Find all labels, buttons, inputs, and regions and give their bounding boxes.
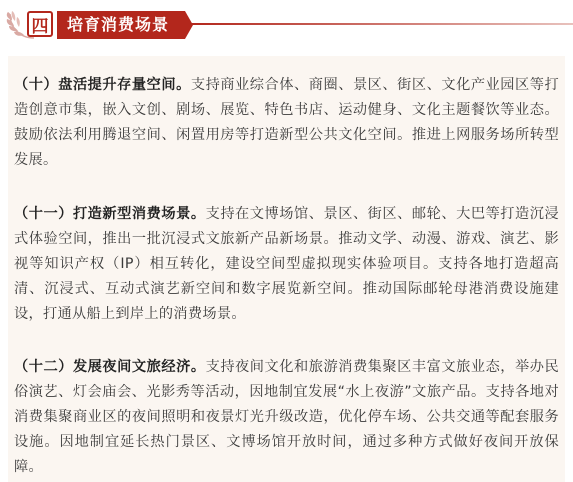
paragraph-body: 支持夜间文化和旅游消费集聚区丰富文旅业态，举办民俗演艺、灯会庙会、光影秀等活动，因地制宜发展“水上夜游”文旅产品。支持各地对消费集聚商业区的夜间照明和夜景灯光升级改造，优化停车场、公共交通等配套服务设施。因地制宜延长热门景区、文博场馆开放时间，通过多种方式做好夜间开放保障。	[14, 359, 559, 475]
paragraph-new-scenes	[14, 202, 559, 327]
paragraph-heading: （十一）打造新型消费场景。	[14, 206, 206, 222]
paragraph-body: 支持商业综合体、商圈、景区、街区、文化产业园区等打造创意市集，嵌入文创、剧场、展览、特色书店、运动健身、文化主题餐饮等业态。鼓励依法利用腾退空间、闲置用房等打造新型公共文化空间。推进上网服务场所转型发展。	[14, 77, 559, 168]
section-title: 培育消费场景	[67, 15, 170, 34]
paragraph-heading: （十二）发展夜间文旅经济。	[14, 359, 206, 375]
section-header	[0, 0, 573, 50]
section-title-banner	[57, 11, 185, 39]
section-number-badge: 四	[27, 11, 53, 37]
paragraph-night-economy	[14, 355, 559, 480]
paragraph-revitalize-space	[14, 73, 559, 173]
paragraph-heading: （十）盘活提升存量空间。	[14, 77, 191, 93]
paragraph-body: 支持在文博场馆、景区、街区、邮轮、大巴等打造沉浸式体验空间，推出一批沉浸式文旅新产品新场景。推动文学、动漫、游戏、演艺、影视等知识产权（IP）相互转化，建设空间型虚拟现实体验项目。支持各地打造超高清、沉浸式、互动式演艺新空间和数字展览新空间。推动国际邮轮母港消费设施建设，打通从船上到岸上的消费场景。	[14, 206, 559, 322]
content-card	[8, 56, 565, 482]
header-divider	[190, 23, 573, 25]
